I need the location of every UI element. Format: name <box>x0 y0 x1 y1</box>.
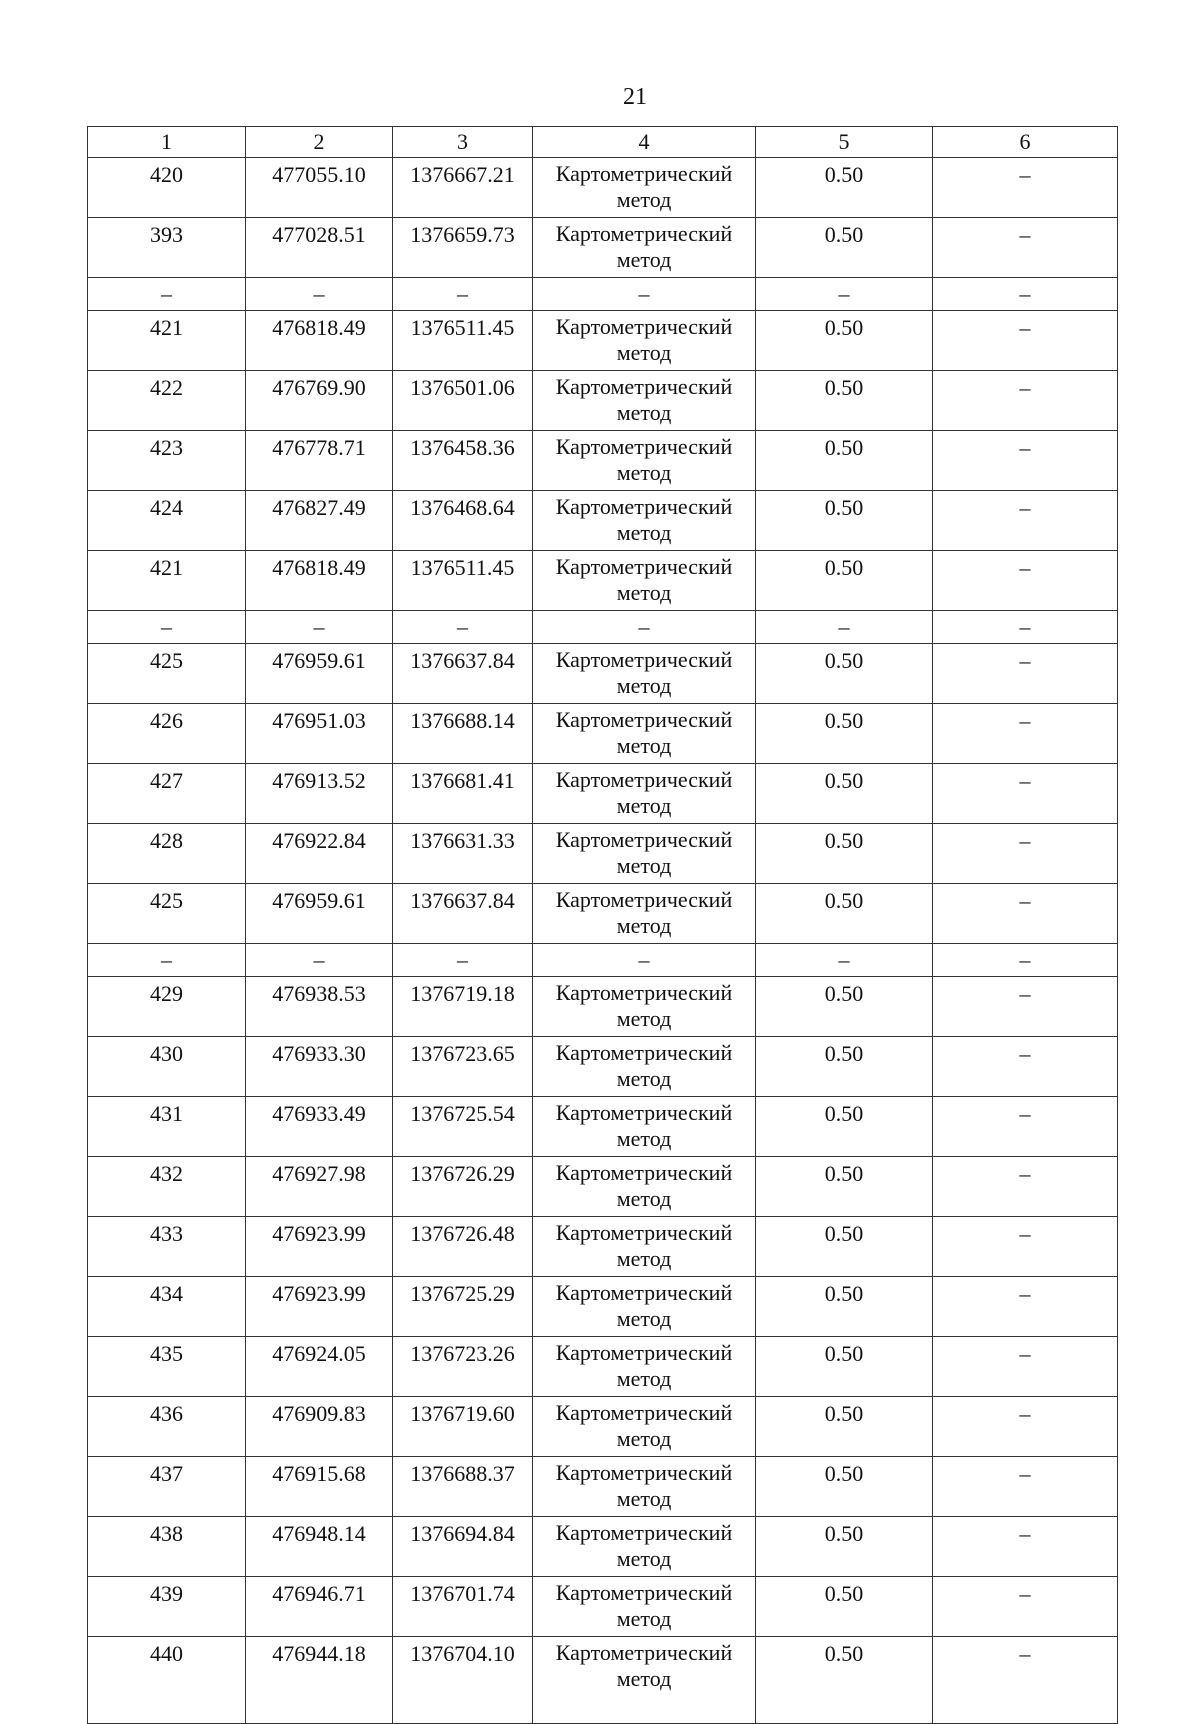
precision-cell: 0.50 <box>756 704 933 764</box>
method-cell <box>533 884 756 944</box>
column-6-cell: – <box>933 431 1118 491</box>
method-cell <box>533 1457 756 1517</box>
column-6-cell: – <box>933 1637 1118 1724</box>
method-line-2: метод <box>616 1666 672 1691</box>
x-coordinate-cell: 476927.98 <box>246 1157 393 1217</box>
column-header-2: 2 <box>246 127 393 158</box>
separator-cell: – <box>756 944 933 977</box>
method-line-1: Картометрический <box>555 767 733 792</box>
separator-cell: – <box>533 611 756 644</box>
precision-cell: 0.50 <box>756 551 933 611</box>
separator-cell: – <box>756 611 933 644</box>
table-row <box>88 884 1118 944</box>
point-number-cell: 435 <box>88 1337 246 1397</box>
separator-cell: – <box>756 278 933 311</box>
column-6-cell: – <box>933 977 1118 1037</box>
x-coordinate-cell: 476913.52 <box>246 764 393 824</box>
method-line-2: метод <box>616 580 672 605</box>
method-line-2: метод <box>616 187 672 212</box>
column-header-4: 4 <box>533 127 756 158</box>
method-cell <box>533 1337 756 1397</box>
point-number-cell: 438 <box>88 1517 246 1577</box>
separator-cell: – <box>246 611 393 644</box>
method-cell <box>533 764 756 824</box>
method-line-2: метод <box>616 1006 672 1031</box>
point-number-cell: 425 <box>88 644 246 704</box>
column-6-cell: – <box>933 1217 1118 1277</box>
table-row <box>88 371 1118 431</box>
method-line-1: Картометрический <box>555 314 733 339</box>
separator-cell: – <box>933 611 1118 644</box>
column-6-cell: – <box>933 1517 1118 1577</box>
method-line-2: метод <box>616 1306 672 1331</box>
x-coordinate-cell: 476944.18 <box>246 1637 393 1724</box>
method-cell <box>533 1277 756 1337</box>
column-6-cell: – <box>933 1277 1118 1337</box>
y-coordinate-cell: 1376681.41 <box>393 764 533 824</box>
table-row <box>88 1217 1118 1277</box>
method-line-1: Картометрический <box>555 554 733 579</box>
method-cell <box>533 1397 756 1457</box>
method-line-1: Картометрический <box>555 1040 733 1065</box>
separator-cell: – <box>246 944 393 977</box>
method-cell <box>533 1217 756 1277</box>
method-line-2: метод <box>616 853 672 878</box>
method-cell <box>533 311 756 371</box>
precision-cell: 0.50 <box>756 824 933 884</box>
method-line-2: метод <box>616 733 672 758</box>
column-6-cell: – <box>933 1337 1118 1397</box>
y-coordinate-cell: 1376458.36 <box>393 431 533 491</box>
method-cell <box>533 704 756 764</box>
column-header-6: 6 <box>933 127 1118 158</box>
y-coordinate-cell: 1376511.45 <box>393 311 533 371</box>
table-row <box>88 551 1118 611</box>
table-row <box>88 1517 1118 1577</box>
table-row <box>88 491 1118 551</box>
x-coordinate-cell: 476933.49 <box>246 1097 393 1157</box>
precision-cell: 0.50 <box>756 644 933 704</box>
column-6-cell: – <box>933 311 1118 371</box>
point-number-cell: 439 <box>88 1577 246 1637</box>
method-line-1: Картометрический <box>555 494 733 519</box>
table-row <box>88 311 1118 371</box>
separator-cell: – <box>393 611 533 644</box>
y-coordinate-cell: 1376723.26 <box>393 1337 533 1397</box>
method-line-1: Картометрический <box>555 1580 733 1605</box>
x-coordinate-cell: 476933.30 <box>246 1037 393 1097</box>
separator-cell: – <box>933 944 1118 977</box>
method-line-2: метод <box>616 793 672 818</box>
method-line-2: метод <box>616 1546 672 1571</box>
method-cell <box>533 1037 756 1097</box>
y-coordinate-cell: 1376501.06 <box>393 371 533 431</box>
y-coordinate-cell: 1376667.21 <box>393 158 533 218</box>
precision-cell: 0.50 <box>756 311 933 371</box>
separator-cell: – <box>393 944 533 977</box>
y-coordinate-cell: 1376637.84 <box>393 644 533 704</box>
y-coordinate-cell: 1376704.10 <box>393 1637 533 1724</box>
x-coordinate-cell: 476778.71 <box>246 431 393 491</box>
x-coordinate-cell: 476923.99 <box>246 1217 393 1277</box>
point-number-cell: 425 <box>88 884 246 944</box>
table-row <box>88 1397 1118 1457</box>
method-cell <box>533 218 756 278</box>
x-coordinate-cell: 476818.49 <box>246 551 393 611</box>
point-number-cell: 436 <box>88 1397 246 1457</box>
x-coordinate-cell: 476922.84 <box>246 824 393 884</box>
method-line-2: метод <box>616 913 672 938</box>
y-coordinate-cell: 1376694.84 <box>393 1517 533 1577</box>
y-coordinate-cell: 1376725.29 <box>393 1277 533 1337</box>
method-line-1: Картометрический <box>555 1160 733 1185</box>
method-line-2: метод <box>616 1126 672 1151</box>
x-coordinate-cell: 476948.14 <box>246 1517 393 1577</box>
point-number-cell: 421 <box>88 551 246 611</box>
point-number-cell: 429 <box>88 977 246 1037</box>
column-6-cell: – <box>933 371 1118 431</box>
point-number-cell: 427 <box>88 764 246 824</box>
method-cell <box>533 1637 756 1724</box>
column-6-cell: – <box>933 1097 1118 1157</box>
table-row <box>88 824 1118 884</box>
y-coordinate-cell: 1376719.18 <box>393 977 533 1037</box>
precision-cell: 0.50 <box>756 1277 933 1337</box>
precision-cell: 0.50 <box>756 491 933 551</box>
separator-row <box>88 278 1118 311</box>
separator-cell: – <box>933 278 1118 311</box>
table-row <box>88 1577 1118 1637</box>
table-row <box>88 218 1118 278</box>
method-line-1: Картометрический <box>555 1280 733 1305</box>
method-cell <box>533 491 756 551</box>
precision-cell: 0.50 <box>756 371 933 431</box>
method-line-2: метод <box>616 1606 672 1631</box>
x-coordinate-cell: 476769.90 <box>246 371 393 431</box>
precision-cell: 0.50 <box>756 158 933 218</box>
method-cell <box>533 977 756 1037</box>
table-row <box>88 704 1118 764</box>
method-line-2: метод <box>616 340 672 365</box>
separator-row <box>88 611 1118 644</box>
method-line-1: Картометрический <box>555 1340 733 1365</box>
point-number-cell: 434 <box>88 1277 246 1337</box>
method-cell <box>533 1517 756 1577</box>
method-line-2: метод <box>616 1426 672 1451</box>
method-cell <box>533 158 756 218</box>
header-row <box>88 127 1118 158</box>
column-6-cell: – <box>933 1037 1118 1097</box>
method-line-1: Картометрический <box>555 1520 733 1545</box>
separator-cell: – <box>88 278 246 311</box>
point-number-cell: 424 <box>88 491 246 551</box>
x-coordinate-cell: 476951.03 <box>246 704 393 764</box>
method-cell <box>533 431 756 491</box>
y-coordinate-cell: 1376511.45 <box>393 551 533 611</box>
y-coordinate-cell: 1376659.73 <box>393 218 533 278</box>
precision-cell: 0.50 <box>756 1037 933 1097</box>
method-cell <box>533 551 756 611</box>
separator-cell: – <box>533 944 756 977</box>
method-line-2: метод <box>616 460 672 485</box>
column-6-cell: – <box>933 884 1118 944</box>
table-row <box>88 644 1118 704</box>
point-number-cell: 428 <box>88 824 246 884</box>
y-coordinate-cell: 1376637.84 <box>393 884 533 944</box>
method-line-1: Картометрический <box>555 1460 733 1485</box>
column-header-1: 1 <box>88 127 246 158</box>
column-6-cell: – <box>933 1157 1118 1217</box>
point-number-cell: 430 <box>88 1037 246 1097</box>
point-number-cell: 421 <box>88 311 246 371</box>
x-coordinate-cell: 476946.71 <box>246 1577 393 1637</box>
y-coordinate-cell: 1376688.37 <box>393 1457 533 1517</box>
separator-row <box>88 944 1118 977</box>
method-line-1: Картометрический <box>555 1220 733 1245</box>
page-number: 21 <box>623 84 647 110</box>
point-number-cell: 431 <box>88 1097 246 1157</box>
y-coordinate-cell: 1376701.74 <box>393 1577 533 1637</box>
separator-cell: – <box>88 944 246 977</box>
precision-cell: 0.50 <box>756 1457 933 1517</box>
point-number-cell: 422 <box>88 371 246 431</box>
method-cell <box>533 644 756 704</box>
column-6-cell: – <box>933 644 1118 704</box>
method-line-2: метод <box>616 247 672 272</box>
method-line-2: метод <box>616 520 672 545</box>
method-line-1: Картометрический <box>555 647 733 672</box>
precision-cell: 0.50 <box>756 1397 933 1457</box>
method-line-1: Картометрический <box>555 374 733 399</box>
point-number-cell: 433 <box>88 1217 246 1277</box>
precision-cell: 0.50 <box>756 1217 933 1277</box>
method-line-1: Картометрический <box>555 1400 733 1425</box>
precision-cell: 0.50 <box>756 1097 933 1157</box>
y-coordinate-cell: 1376726.48 <box>393 1217 533 1277</box>
method-line-2: метод <box>616 1366 672 1391</box>
column-6-cell: – <box>933 824 1118 884</box>
coordinates-table <box>87 126 1118 1724</box>
x-coordinate-cell: 476923.99 <box>246 1277 393 1337</box>
precision-cell: 0.50 <box>756 431 933 491</box>
x-coordinate-cell: 476959.61 <box>246 884 393 944</box>
point-number-cell: 432 <box>88 1157 246 1217</box>
method-line-1: Картометрический <box>555 1100 733 1125</box>
column-6-cell: – <box>933 1397 1118 1457</box>
table-row <box>88 1337 1118 1397</box>
table-row <box>88 764 1118 824</box>
y-coordinate-cell: 1376726.29 <box>393 1157 533 1217</box>
method-line-1: Картометрический <box>555 980 733 1005</box>
method-line-1: Картометрический <box>555 827 733 852</box>
x-coordinate-cell: 476818.49 <box>246 311 393 371</box>
point-number-cell: 426 <box>88 704 246 764</box>
method-cell <box>533 371 756 431</box>
x-coordinate-cell: 476909.83 <box>246 1397 393 1457</box>
point-number-cell: 393 <box>88 218 246 278</box>
separator-cell: – <box>533 278 756 311</box>
x-coordinate-cell: 476924.05 <box>246 1337 393 1397</box>
separator-cell: – <box>88 611 246 644</box>
column-6-cell: – <box>933 704 1118 764</box>
method-line-1: Картометрический <box>555 161 733 186</box>
table-row <box>88 1637 1118 1724</box>
precision-cell: 0.50 <box>756 764 933 824</box>
method-line-1: Картометрический <box>555 221 733 246</box>
x-coordinate-cell: 477028.51 <box>246 218 393 278</box>
method-cell <box>533 824 756 884</box>
y-coordinate-cell: 1376631.33 <box>393 824 533 884</box>
y-coordinate-cell: 1376725.54 <box>393 1097 533 1157</box>
table-row <box>88 1457 1118 1517</box>
method-line-1: Картометрический <box>555 887 733 912</box>
y-coordinate-cell: 1376719.60 <box>393 1397 533 1457</box>
x-coordinate-cell: 476959.61 <box>246 644 393 704</box>
separator-cell: – <box>393 278 533 311</box>
precision-cell: 0.50 <box>756 1517 933 1577</box>
precision-cell: 0.50 <box>756 1637 933 1724</box>
column-6-cell: – <box>933 1457 1118 1517</box>
method-line-1: Картометрический <box>555 1640 733 1665</box>
method-line-2: метод <box>616 1066 672 1091</box>
table-row <box>88 431 1118 491</box>
method-cell <box>533 1097 756 1157</box>
table-row <box>88 1037 1118 1097</box>
method-line-1: Картометрический <box>555 707 733 732</box>
x-coordinate-cell: 476827.49 <box>246 491 393 551</box>
y-coordinate-cell: 1376688.14 <box>393 704 533 764</box>
column-header-3: 3 <box>393 127 533 158</box>
column-6-cell: – <box>933 491 1118 551</box>
point-number-cell: 420 <box>88 158 246 218</box>
y-coordinate-cell: 1376468.64 <box>393 491 533 551</box>
x-coordinate-cell: 477055.10 <box>246 158 393 218</box>
table-row <box>88 1277 1118 1337</box>
column-6-cell: – <box>933 158 1118 218</box>
method-line-2: метод <box>616 400 672 425</box>
precision-cell: 0.50 <box>756 218 933 278</box>
column-6-cell: – <box>933 551 1118 611</box>
method-line-2: метод <box>616 673 672 698</box>
x-coordinate-cell: 476938.53 <box>246 977 393 1037</box>
table-row <box>88 977 1118 1037</box>
column-6-cell: – <box>933 764 1118 824</box>
precision-cell: 0.50 <box>756 1337 933 1397</box>
point-number-cell: 423 <box>88 431 246 491</box>
column-header-5: 5 <box>756 127 933 158</box>
table-row <box>88 158 1118 218</box>
precision-cell: 0.50 <box>756 1157 933 1217</box>
method-line-2: метод <box>616 1486 672 1511</box>
column-6-cell: – <box>933 1577 1118 1637</box>
method-cell <box>533 1577 756 1637</box>
separator-cell: – <box>246 278 393 311</box>
method-cell <box>533 1157 756 1217</box>
column-6-cell: – <box>933 218 1118 278</box>
precision-cell: 0.50 <box>756 1577 933 1637</box>
precision-cell: 0.50 <box>756 977 933 1037</box>
table-row <box>88 1097 1118 1157</box>
method-line-1: Картометрический <box>555 434 733 459</box>
x-coordinate-cell: 476915.68 <box>246 1457 393 1517</box>
y-coordinate-cell: 1376723.65 <box>393 1037 533 1097</box>
method-line-2: метод <box>616 1186 672 1211</box>
precision-cell: 0.50 <box>756 884 933 944</box>
point-number-cell: 437 <box>88 1457 246 1517</box>
point-number-cell: 440 <box>88 1637 246 1724</box>
method-line-2: метод <box>616 1246 672 1271</box>
table-row <box>88 1157 1118 1217</box>
